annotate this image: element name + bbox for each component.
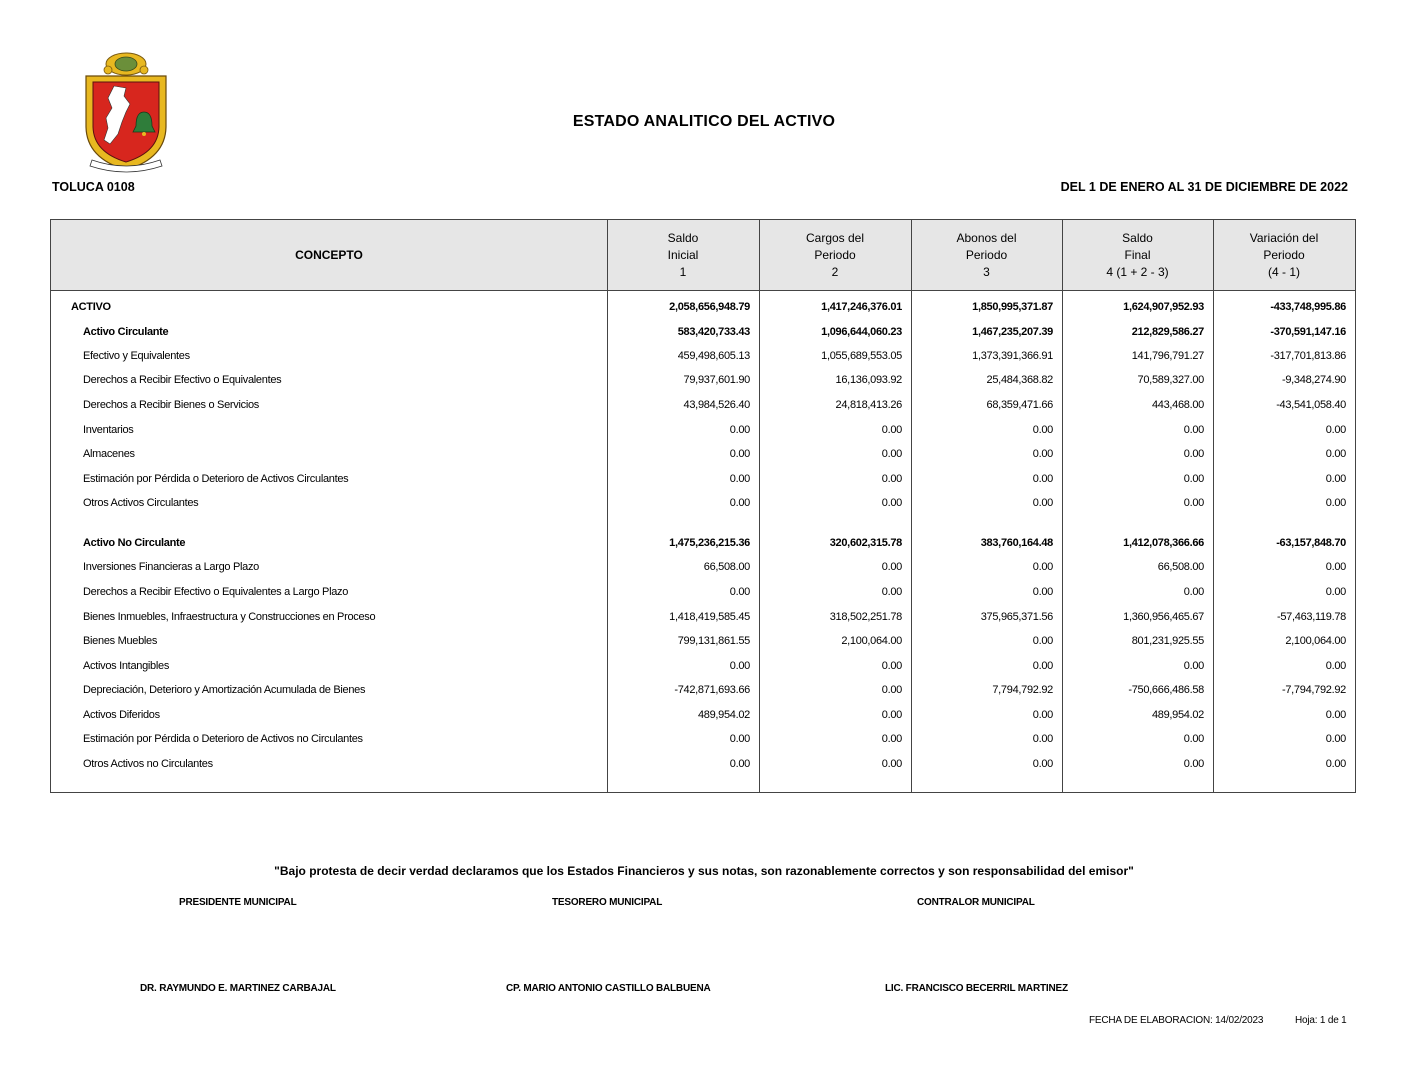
cell-abonos: 0.00 xyxy=(1032,497,1053,509)
table-row xyxy=(51,754,1355,774)
cell-saldo-final: 0.00 xyxy=(1183,586,1204,598)
cell-variacion: -9,348,274.90 xyxy=(1282,374,1346,386)
cell-variacion: -370,591,147.16 xyxy=(1270,326,1346,338)
cell-saldo-inicial: 0.00 xyxy=(729,733,750,745)
cell-saldo-inicial: 1,475,236,215.36 xyxy=(669,537,750,549)
cell-saldo-final: 1,412,078,366.66 xyxy=(1123,537,1204,549)
entity-name: TOLUCA 0108 xyxy=(52,180,135,194)
table-row xyxy=(51,705,1355,725)
header-abonos xyxy=(911,220,1062,290)
table-header xyxy=(51,220,1355,291)
table-row xyxy=(51,370,1355,390)
cell-saldo-final: 141,796,791.27 xyxy=(1131,350,1204,362)
row-concepto: ACTIVO xyxy=(71,301,111,313)
row-concepto: Depreciación, Deterioro y Amortización Acumulada de Bienes xyxy=(83,684,366,696)
cell-abonos: 0.00 xyxy=(1032,709,1053,721)
row-concepto: Almacenes xyxy=(83,448,135,460)
header-label: 1 xyxy=(679,264,687,279)
table-row xyxy=(51,322,1355,342)
row-concepto: Estimación por Pérdida o Deterioro de Activos no Circulantes xyxy=(83,733,363,745)
cell-saldo-inicial: 0.00 xyxy=(729,497,750,509)
cell-saldo-inicial: 1,418,419,585.45 xyxy=(669,611,750,623)
table-row xyxy=(51,582,1355,602)
table-row xyxy=(51,729,1355,749)
row-concepto: Inventarios xyxy=(83,424,134,436)
cell-saldo-final: 0.00 xyxy=(1183,473,1204,485)
cell-cargos: 0.00 xyxy=(881,448,902,460)
header-label: 3 xyxy=(983,264,990,279)
header-concepto xyxy=(51,220,607,290)
header-label: Saldo xyxy=(1122,230,1153,245)
cell-cargos: 0.00 xyxy=(881,733,902,745)
table-row xyxy=(51,297,1355,317)
fecha-elaboracion: FECHA DE ELABORACION: 14/02/2023 xyxy=(1089,1015,1264,1026)
header-label: Cargos del xyxy=(805,230,865,245)
cell-abonos: 0.00 xyxy=(1032,733,1053,745)
table-row xyxy=(51,656,1355,676)
cell-variacion: 0.00 xyxy=(1325,758,1346,770)
table-row xyxy=(51,557,1355,577)
cell-cargos: 24,818,413.26 xyxy=(835,399,902,411)
signature-role-contralor: CONTRALOR MUNICIPAL xyxy=(917,897,1035,908)
cell-cargos: 320,602,315.78 xyxy=(829,537,902,549)
cell-saldo-final: 1,360,956,465.67 xyxy=(1123,611,1204,623)
cell-abonos: 0.00 xyxy=(1032,758,1053,770)
cell-saldo-inicial: 0.00 xyxy=(729,424,750,436)
cell-variacion: -7,794,792.92 xyxy=(1282,684,1346,696)
cell-saldo-final: 801,231,925.55 xyxy=(1131,635,1204,647)
header-saldo-final xyxy=(1062,220,1213,290)
document-title: ESTADO ANALITICO DEL ACTIVO xyxy=(572,113,836,130)
cell-variacion: -317,701,813.86 xyxy=(1270,350,1346,362)
row-concepto: Bienes Inmuebles, Infraestructura y Construcciones en Proceso xyxy=(83,611,376,623)
header-label: Abonos del xyxy=(956,230,1017,245)
row-concepto: Otros Activos Circulantes xyxy=(83,497,199,509)
cell-abonos: 0.00 xyxy=(1032,586,1053,598)
cell-abonos: 0.00 xyxy=(1032,660,1053,672)
cell-saldo-inicial: 583,420,733.43 xyxy=(677,326,750,338)
cell-saldo-final: 70,589,327.00 xyxy=(1137,374,1204,386)
row-concepto: Otros Activos no Circulantes xyxy=(83,758,213,770)
cell-abonos: 0.00 xyxy=(1032,473,1053,485)
signature-role-presidente: PRESIDENTE MUNICIPAL xyxy=(179,897,297,908)
cell-saldo-inicial: 79,937,601.90 xyxy=(683,374,750,386)
cell-variacion: 0.00 xyxy=(1325,473,1346,485)
table-row xyxy=(51,469,1355,489)
cell-cargos: 1,055,689,553.05 xyxy=(821,350,902,362)
legal-statement: "Bajo protesta de decir verdad declaramos que los Estados Financieros y sus notas, son razonablemente correctos y son responsabilidad del emisor" xyxy=(274,864,1134,878)
cell-variacion: -433,748,995.86 xyxy=(1270,301,1346,313)
cell-abonos: 1,850,995,371.87 xyxy=(972,301,1053,313)
cell-cargos: 0.00 xyxy=(881,424,902,436)
cell-saldo-final: 443,468.00 xyxy=(1151,399,1204,411)
cell-cargos: 0.00 xyxy=(881,473,902,485)
cell-saldo-final: 0.00 xyxy=(1183,448,1204,460)
cell-variacion: 0.00 xyxy=(1325,709,1346,721)
row-concepto: Bienes Muebles xyxy=(83,635,158,647)
cell-saldo-final: 0.00 xyxy=(1183,758,1204,770)
cell-saldo-final: 0.00 xyxy=(1183,424,1204,436)
cell-saldo-inicial: 0.00 xyxy=(729,660,750,672)
cell-cargos: 1,096,644,060.23 xyxy=(821,326,902,338)
cell-saldo-inicial: 43,984,526.40 xyxy=(683,399,750,411)
cell-cargos: 0.00 xyxy=(881,684,902,696)
cell-variacion: -63,157,848.70 xyxy=(1276,537,1346,549)
cell-cargos: 0.00 xyxy=(881,586,902,598)
cell-abonos: 0.00 xyxy=(1032,424,1053,436)
cell-abonos: 383,760,164.48 xyxy=(980,537,1053,549)
row-concepto: Activos Diferidos xyxy=(83,709,160,721)
cell-saldo-inicial: 0.00 xyxy=(729,448,750,460)
cell-cargos: 318,502,251.78 xyxy=(829,611,902,623)
cell-saldo-inicial: 799,131,861.55 xyxy=(677,635,750,647)
cell-cargos: 0.00 xyxy=(881,758,902,770)
header-label: 4 (1 + 2 - 3) xyxy=(1106,264,1169,279)
cell-saldo-final: 489,954.02 xyxy=(1151,709,1204,721)
page-number: Hoja: 1 de 1 xyxy=(1295,1015,1347,1026)
cell-variacion: 0.00 xyxy=(1325,448,1346,460)
cell-saldo-inicial: 0.00 xyxy=(729,758,750,770)
cell-cargos: 0.00 xyxy=(881,660,902,672)
row-concepto: Estimación por Pérdida o Deterioro de Activos Circulantes xyxy=(83,473,349,485)
cell-saldo-inicial: 66,508.00 xyxy=(703,561,750,573)
row-concepto: Activo Circulante xyxy=(83,326,169,338)
header-concepto-label: CONCEPTO xyxy=(295,247,363,262)
header-variacion xyxy=(1213,220,1355,290)
header-label: 2 xyxy=(831,264,839,279)
cell-abonos: 68,359,471.66 xyxy=(986,399,1053,411)
table-row xyxy=(51,533,1355,553)
header-label: Final xyxy=(1124,247,1151,262)
row-concepto: Efectivo y Equivalentes xyxy=(83,350,190,362)
cell-variacion: 0.00 xyxy=(1325,660,1346,672)
table-row xyxy=(51,444,1355,464)
signature-name-tesorero: CP. MARIO ANTONIO CASTILLO BALBUENA xyxy=(506,983,711,994)
table-row xyxy=(51,680,1355,700)
cell-variacion: -43,541,058.40 xyxy=(1276,399,1346,411)
cell-abonos: 1,467,235,207.39 xyxy=(972,326,1053,338)
cell-cargos: 0.00 xyxy=(881,709,902,721)
table-row xyxy=(51,420,1355,440)
row-concepto: Derechos a Recibir Bienes o Servicios xyxy=(83,399,259,411)
cell-saldo-final: -750,666,486.58 xyxy=(1128,684,1204,696)
cell-cargos: 0.00 xyxy=(881,497,902,509)
cell-abonos: 375,965,371.56 xyxy=(980,611,1053,623)
cell-cargos: 2,100,064.00 xyxy=(841,635,902,647)
row-concepto: Inversiones Financieras a Largo Plazo xyxy=(83,561,260,573)
cell-cargos: 0.00 xyxy=(881,561,902,573)
cell-saldo-inicial: -742,871,693.66 xyxy=(674,684,750,696)
header-label: Periodo xyxy=(965,247,1008,262)
header-label: Inicial xyxy=(667,247,699,262)
row-concepto: Activo No Circulante xyxy=(83,537,186,549)
cell-saldo-final: 0.00 xyxy=(1183,733,1204,745)
cell-variacion: 0.00 xyxy=(1325,424,1346,436)
cell-abonos: 0.00 xyxy=(1032,635,1053,647)
cell-abonos: 25,484,368.82 xyxy=(986,374,1053,386)
cell-saldo-inicial: 459,498,605.13 xyxy=(677,350,750,362)
cell-abonos: 0.00 xyxy=(1032,448,1053,460)
header-label: Periodo xyxy=(814,247,856,262)
cell-cargos: 1,417,246,376.01 xyxy=(821,301,902,313)
table-row xyxy=(51,346,1355,366)
row-concepto: Derechos a Recibir Efectivo o Equivalentes a Largo Plazo xyxy=(83,586,349,598)
cell-variacion: 2,100,064.00 xyxy=(1285,635,1346,647)
cell-saldo-inicial: 489,954.02 xyxy=(697,709,750,721)
header-cargos xyxy=(759,220,911,290)
signature-name-presidente: DR. RAYMUNDO E. MARTINEZ CARBAJAL xyxy=(140,983,336,994)
cell-cargos: 16,136,093.92 xyxy=(835,374,902,386)
cell-saldo-inicial: 0.00 xyxy=(729,586,750,598)
table-row xyxy=(51,631,1355,651)
cell-abonos: 7,794,792.92 xyxy=(992,684,1053,696)
cell-variacion: -57,463,119.78 xyxy=(1277,611,1346,623)
header-saldo-inicial xyxy=(607,220,759,290)
table-row xyxy=(51,493,1355,513)
cell-saldo-final: 0.00 xyxy=(1183,497,1204,509)
signature-role-tesorero: TESORERO MUNICIPAL xyxy=(552,897,663,908)
cell-variacion: 0.00 xyxy=(1325,586,1346,598)
cell-saldo-final: 0.00 xyxy=(1183,660,1204,672)
assets-table xyxy=(50,219,1356,793)
header-label: (4 - 1) xyxy=(1267,264,1300,279)
header-label: Variación del xyxy=(1249,230,1319,245)
cell-variacion: 0.00 xyxy=(1325,497,1346,509)
table-row xyxy=(51,607,1355,627)
cell-saldo-final: 212,829,586.27 xyxy=(1131,326,1204,338)
cell-saldo-final: 66,508.00 xyxy=(1157,561,1204,573)
cell-abonos: 1,373,391,366.91 xyxy=(972,350,1053,362)
cell-variacion: 0.00 xyxy=(1325,733,1346,745)
cell-saldo-final: 1,624,907,952.93 xyxy=(1123,301,1204,313)
row-concepto: Derechos a Recibir Efectivo o Equivalentes xyxy=(83,374,282,386)
report-period: DEL 1 DE ENERO AL 31 DE DICIEMBRE DE 2022 xyxy=(1060,180,1348,194)
table-row xyxy=(51,395,1355,415)
header-label: Saldo xyxy=(667,230,699,245)
cell-saldo-inicial: 0.00 xyxy=(729,473,750,485)
cell-abonos: 0.00 xyxy=(1032,561,1053,573)
signature-name-contralor: LIC. FRANCISCO BECERRIL MARTINEZ xyxy=(885,983,1068,994)
row-concepto: Activos Intangibles xyxy=(83,660,170,672)
cell-saldo-inicial: 2,058,656,948.79 xyxy=(669,301,750,313)
cell-variacion: 0.00 xyxy=(1325,561,1346,573)
header-label: Periodo xyxy=(1263,247,1305,262)
